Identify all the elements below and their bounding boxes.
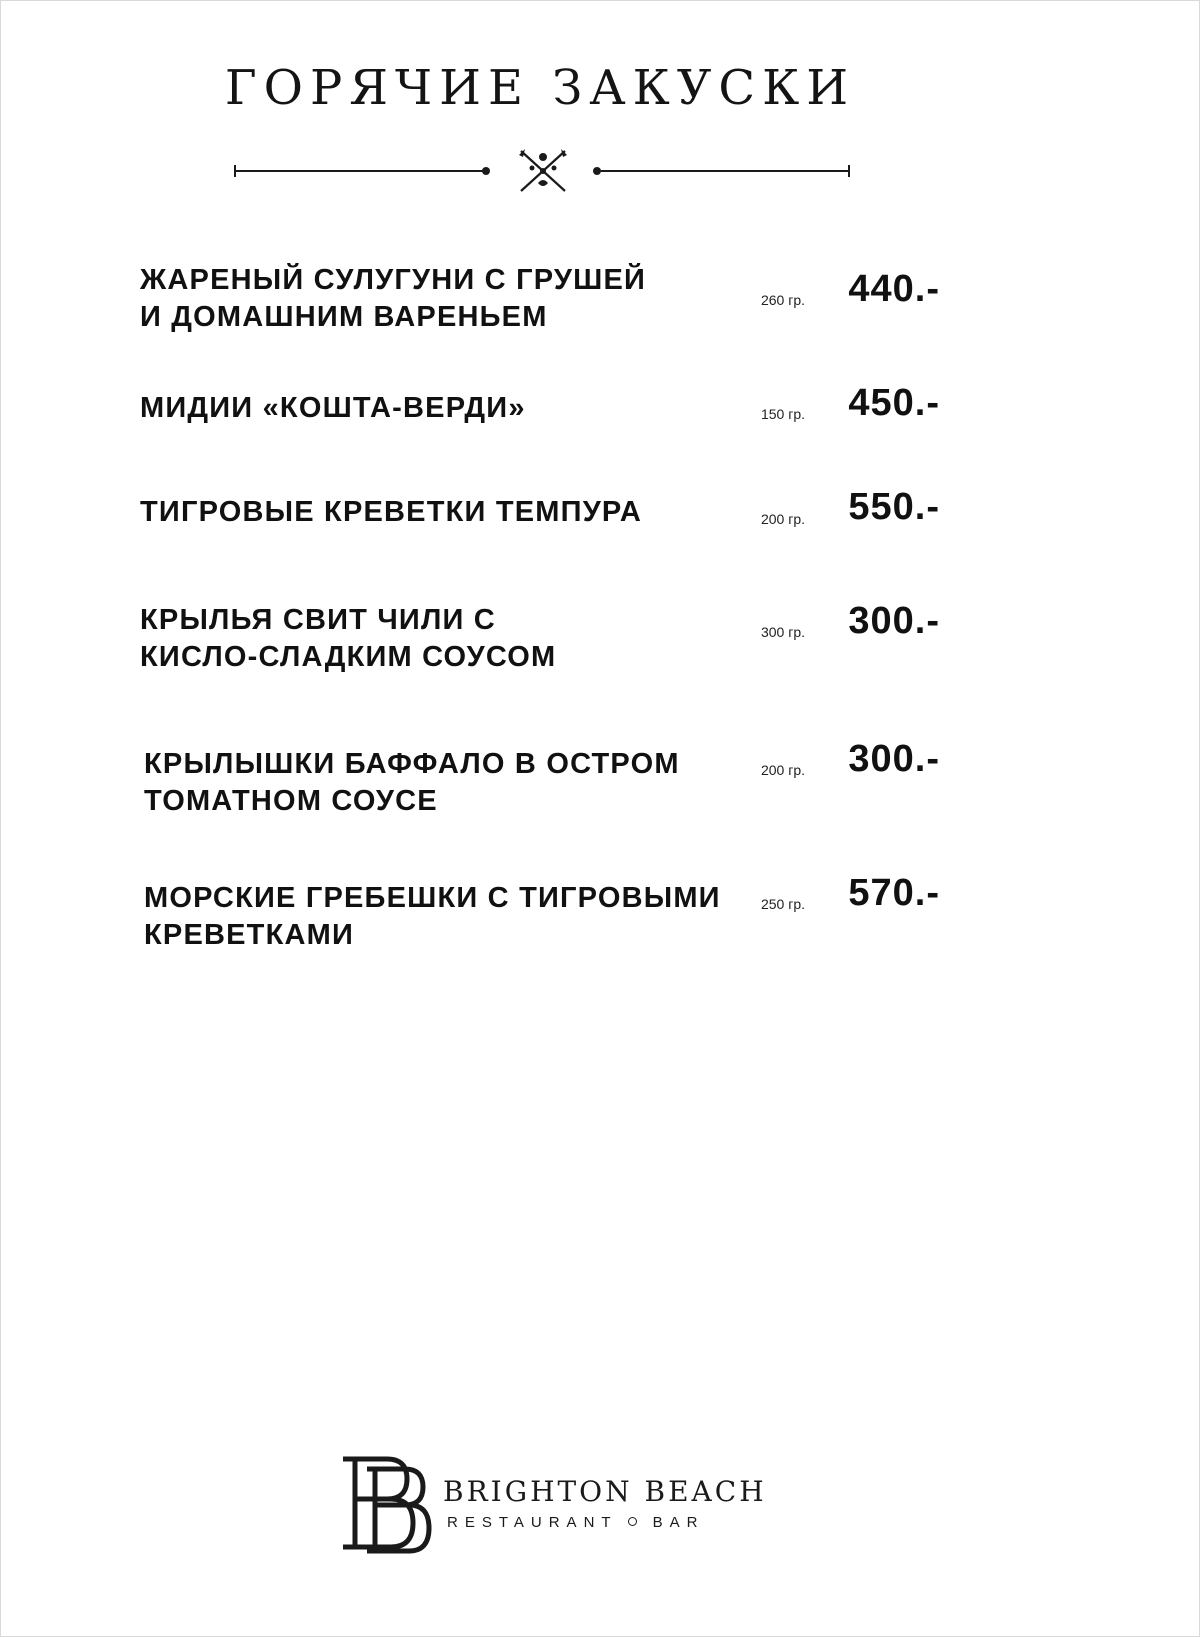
brand-sub-bar: BAR [652, 1514, 705, 1531]
menu-item-weight: 300 гр. [760, 624, 805, 640]
brand-subtitle [447, 1514, 704, 1531]
menu-item-price: 300.- [848, 600, 940, 642]
menu-item-name: МОРСКИЕ ГРЕБЕШКИ С ТИГРОВЫМИ КРЕВЕТКАМИ [144, 882, 721, 951]
menu-item-name: ЖАРЕНЫЙ СУЛУГУНИ С ГРУШЕЙ И ДОМАШНИМ ВАРЕНЬЕМ [140, 264, 647, 333]
brand-sub-restaurant: RESTAURANT [447, 1514, 618, 1531]
menu-item-name: КРЫЛЫШКИ БАФФАЛО В ОСТРОМ ТОМАТНОМ СОУСЕ [144, 748, 680, 817]
menu-item-name: МИДИИ «КОШТА-ВЕРДИ» [140, 392, 526, 424]
bb-monogram-icon [335, 1455, 435, 1555]
brand-logo [335, 1455, 767, 1555]
menu-item-weight: 260 гр. [760, 292, 805, 308]
menu-item-weight: 200 гр. [760, 762, 805, 778]
menu-item-price: 570.- [848, 872, 940, 914]
menu-item-name: ТИГРОВЫЕ КРЕВЕТКИ ТЕМПУРА [140, 496, 643, 528]
brand-name: BRIGHTON BEACH [443, 1475, 767, 1508]
page-title: ГОРЯЧИЕ ЗАКУСКИ [224, 60, 856, 116]
circle-separator-icon [628, 1517, 637, 1526]
menu-item-price: 450.- [848, 382, 940, 424]
menu-item-price: 300.- [848, 738, 940, 780]
menu-item-weight: 150 гр. [760, 406, 805, 422]
menu-item-weight: 250 гр. [760, 896, 805, 912]
menu-item-name: КРЫЛЬЯ СВИТ ЧИЛИ С КИСЛО-СЛАДКИМ СОУСОМ [140, 604, 557, 673]
menu-item-price: 440.- [848, 268, 940, 310]
menu-item-weight: 200 гр. [760, 511, 805, 527]
menu-item-price: 550.- [848, 486, 940, 528]
